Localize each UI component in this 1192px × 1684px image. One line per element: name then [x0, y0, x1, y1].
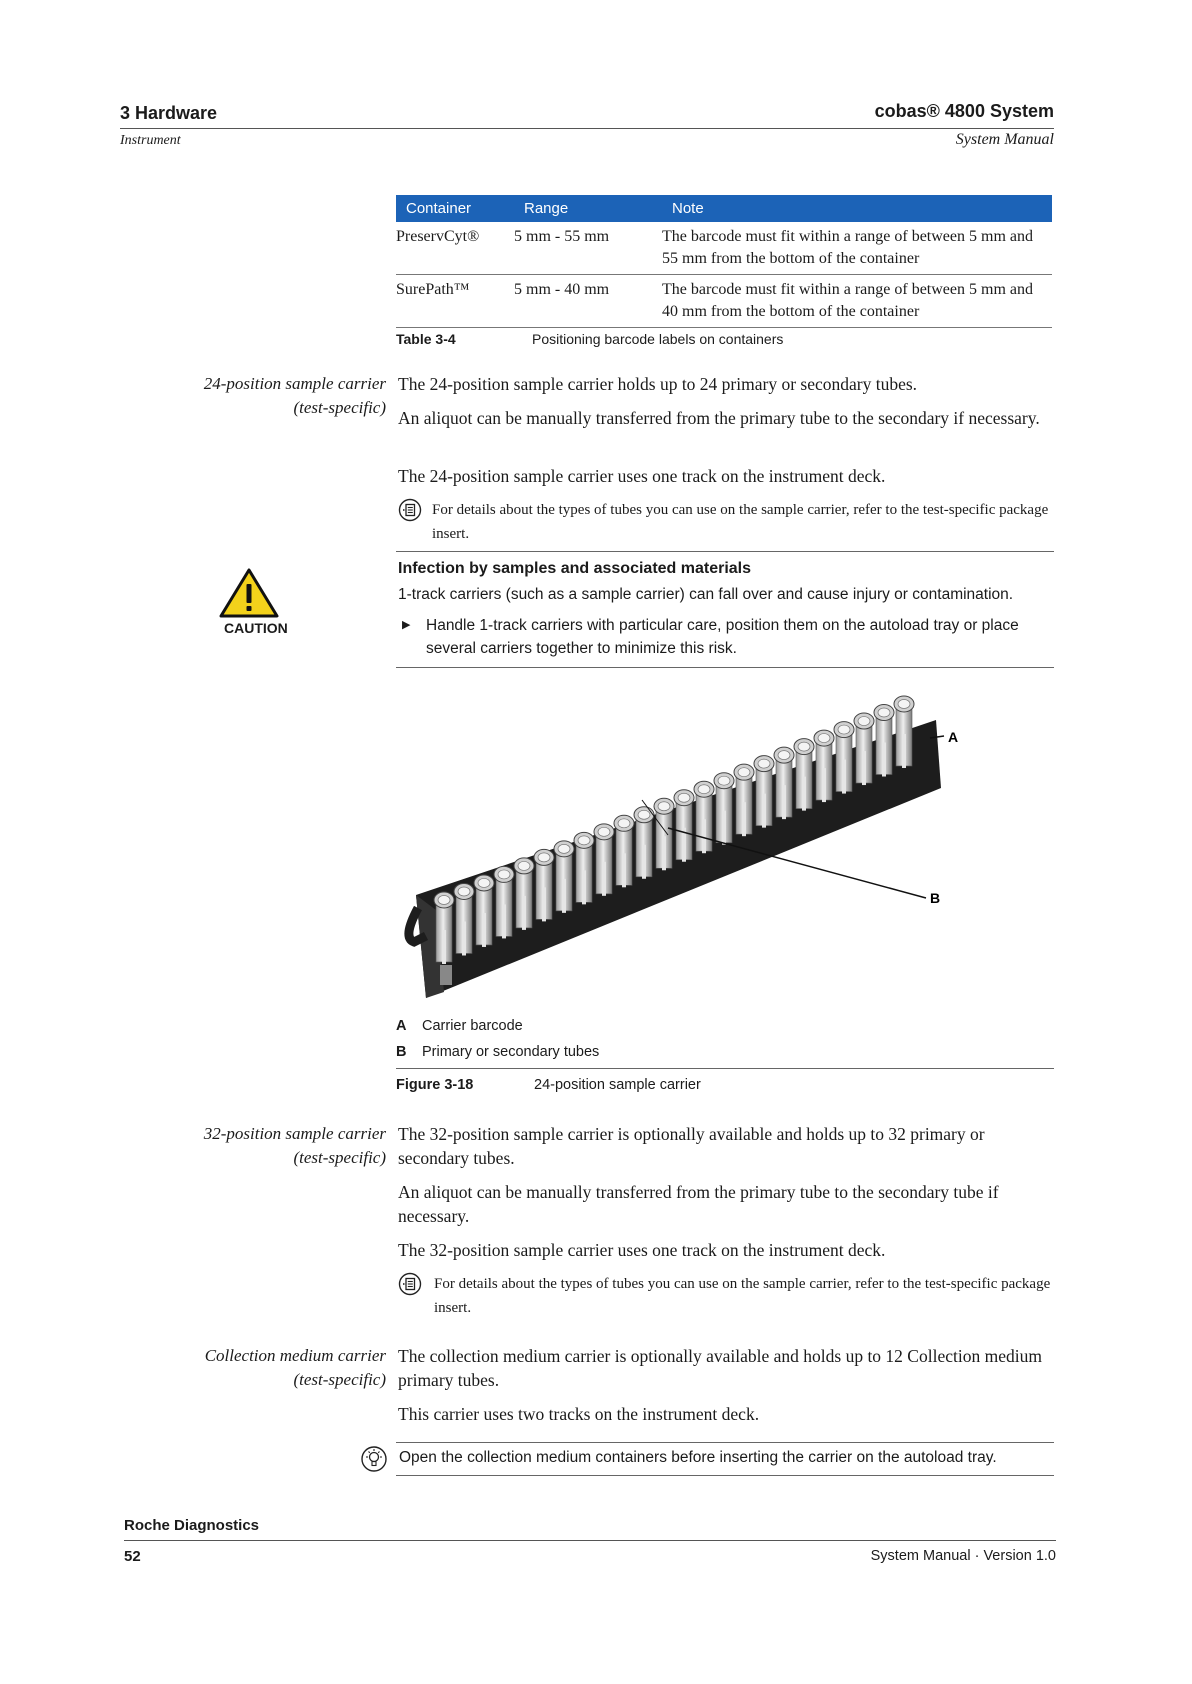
sample-tube: [474, 875, 494, 947]
sample-tube: [894, 696, 914, 768]
side-label-line: (test-specific): [293, 1148, 386, 1167]
paragraph: The 24-position sample carrier holds up to 24 primary or secondary tubes.: [398, 374, 918, 394]
caution-top-rule: [396, 551, 1054, 552]
paragraph: The 32-position sample carrier is optionally available and holds up to 32 primary or secondary tubes.: [398, 1124, 985, 1168]
sample-carrier-figure: [396, 680, 976, 1020]
footer-brand: Roche Diagnostics: [124, 1517, 260, 1534]
footer-version: System Manual · Version 1.0: [870, 1548, 1056, 1564]
sample-tube: [594, 824, 614, 896]
side-label-collection: [205, 1344, 386, 1392]
figure-caption-number: Figure 3-18: [396, 1077, 474, 1093]
side-label-line: (test-specific): [293, 1370, 386, 1389]
bullet-arrow-icon: ▶: [402, 619, 411, 631]
paragraph: An aliquot can be manually transferred from the primary tube to the secondary if necessary.: [398, 408, 1040, 428]
legend-text: Carrier barcode: [422, 1018, 523, 1034]
sample-tube: [654, 798, 674, 870]
header-rule: [120, 128, 1054, 129]
tip-text: Open the collection medium containers before inserting the carrier on the autoload tray.: [399, 1449, 997, 1466]
table-cell: SurePath™: [396, 275, 514, 328]
side-label-32: [204, 1122, 386, 1170]
product-title: cobas® 4800 System: [874, 101, 1054, 121]
caution-bullet: [398, 614, 1054, 660]
legend-text: Primary or secondary tubes: [422, 1044, 600, 1060]
table-row: [396, 275, 1052, 328]
caution-label: CAUTION: [224, 620, 288, 636]
column-header: Note: [662, 195, 1052, 222]
sample-tube: [834, 722, 854, 794]
sample-tube: [754, 756, 774, 828]
paragraph: The 32-position sample carrier uses one track on the instrument deck.: [398, 1240, 886, 1260]
column-header: Range: [514, 195, 662, 222]
side-label-line: 32-position sample carrier: [203, 1124, 386, 1143]
sample-tube: [874, 705, 894, 777]
side-label-line: (test-specific): [293, 398, 386, 417]
legend-item: [396, 1018, 523, 1034]
paragraph: An aliquot can be manually transferred from the primary tube to the secondary tube if necessary.: [398, 1182, 999, 1226]
table-caption-number: Table 3-4: [396, 331, 456, 347]
sample-tube: [634, 807, 654, 879]
sample-tube: [574, 832, 594, 904]
table-cell: PreservCyt®: [396, 222, 514, 275]
legend-key: A: [396, 1018, 407, 1034]
note-block: [398, 498, 1054, 546]
figure-caption-text: 24-position sample carrier: [534, 1077, 701, 1093]
sample-tube: [554, 841, 574, 913]
table-row: [396, 222, 1052, 275]
caution-text: 1-track carriers (such as a sample carrier) can fall over and cause injury or contamination.: [398, 586, 1014, 603]
note-block: [398, 1272, 1054, 1320]
section-title: Instrument: [120, 133, 181, 148]
barcode-position-table: [396, 195, 1052, 328]
table-cell: The barcode must fit within a range of between 5 mm and 40 mm from the bottom of the container: [662, 275, 1052, 328]
caution-title: Infection by samples and associated materials: [398, 560, 752, 577]
warning-triangle-icon: [218, 567, 280, 619]
callout-a: A: [948, 729, 959, 745]
sample-tube: [614, 815, 634, 887]
sample-tube: [534, 849, 554, 921]
caution-bottom-rule: [396, 667, 1054, 668]
legend-key: B: [396, 1044, 407, 1060]
lightbulb-tip-icon: [360, 1445, 388, 1473]
legend-item: [396, 1044, 599, 1060]
note-text: For details about the types of tubes you can use on the sample carrier, refer to the test-specific package insert.: [432, 502, 1049, 542]
sample-tube: [794, 739, 814, 811]
sample-tube: [454, 883, 474, 955]
side-label-line: 24-position sample carrier: [203, 374, 386, 393]
page-number: 52: [124, 1548, 141, 1565]
sample-tube: [494, 866, 514, 938]
chapter-title: 3 Hardware: [120, 103, 218, 123]
sample-tube: [514, 858, 534, 930]
caution-bullet-text: Handle 1-track carriers with particular care, position them on the autoload tray or place several carriers together to minimize this risk.: [426, 617, 1019, 657]
paragraph: This carrier uses two tracks on the instrument deck.: [398, 1404, 760, 1424]
footer-rule: [124, 1540, 1056, 1541]
note-text: For details about the types of tubes you can use on the sample carrier, refer to the test-specific package insert.: [434, 1276, 1051, 1316]
table-cell: 5 mm - 40 mm: [514, 275, 662, 328]
sample-tube: [674, 790, 694, 862]
tip-top-rule: [396, 1442, 1054, 1443]
sample-tube: [734, 764, 754, 836]
sample-tube: [434, 892, 454, 964]
side-label-24: [204, 372, 386, 420]
sample-tube: [714, 773, 734, 845]
sample-tube: [814, 730, 834, 802]
sample-tube: [854, 713, 874, 785]
document-note-icon: [398, 498, 422, 522]
paragraph: The 24-position sample carrier uses one track on the instrument deck.: [398, 466, 886, 486]
figure-rule: [396, 1068, 1054, 1069]
document-note-icon: [398, 1272, 422, 1296]
side-label-line: Collection medium carrier: [204, 1346, 386, 1365]
sample-tube: [774, 747, 794, 819]
column-header: Container: [396, 195, 514, 222]
sample-tube: [694, 781, 714, 853]
paragraph: The collection medium carrier is optionally available and holds up to 12 Collection medium primary tubes.: [398, 1346, 1042, 1390]
table-cell: 5 mm - 55 mm: [514, 222, 662, 275]
manual-title: System Manual: [955, 131, 1054, 148]
callout-b: B: [930, 890, 941, 906]
table-cell: The barcode must fit within a range of between 5 mm and 55 mm from the bottom of the container: [662, 222, 1052, 275]
table-caption-text: Positioning barcode labels on containers: [532, 331, 784, 347]
tip-bottom-rule: [396, 1475, 1054, 1476]
table-header-row: [396, 195, 1052, 222]
